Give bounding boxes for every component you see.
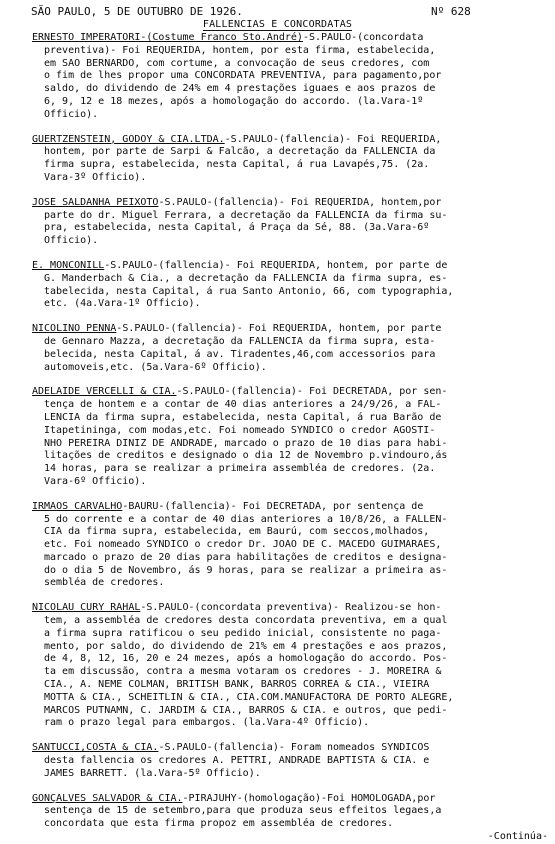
notice-line [32, 818, 548, 831]
notice-entry [32, 260, 548, 311]
notice-line [32, 692, 548, 705]
notice-line [32, 476, 548, 489]
section-title [0, 19, 555, 31]
notice-line [32, 58, 548, 71]
notice-text: MOTTA & CIA., SCHEITLIN & CIA., CIA.COM.MANUFACTORA DE PORTO ALEGRE, [44, 691, 454, 703]
notice-text: NHO PEREIRA DINIZ DE ANDRADE, marcado o prazo de 10 dias para habi- [44, 437, 448, 449]
notice-line [32, 197, 548, 210]
notice-text: -S.PAULO-(fallencia)- Foi REQUERIDA, [224, 133, 442, 145]
notice-text: -S.PAULO-(fallencia)- Foi REQUERIDA, hontem, por parte [116, 323, 442, 335]
notice-text: de Gennaro Mazza, a decretação da FALLENCIA da firma supra, esta- [44, 335, 436, 347]
entry-spacer [32, 374, 548, 386]
notice-text: MARCOS PUTNAMN, C. JARDIM & CIA., BARROS & CIA. e outros, que pedi- [44, 704, 448, 716]
notice-text: JAMES BARRETT. (la.Vara-5º Officio). [44, 767, 261, 779]
notice-text: do o dia 5 de Novembro, ás 9 horas, para se realizar a primeira as- [44, 564, 448, 576]
notice-line [32, 96, 548, 109]
notice-line [32, 362, 548, 375]
notice-line [32, 679, 548, 692]
notice-line [32, 438, 548, 451]
firm-name: ERNESTO IMPERATORI-(Costume Franco Sto.André) [32, 32, 303, 43]
entry-spacer [32, 185, 548, 197]
notice-text: saldo, do dividendo de 24% em 4 prestações iguaes e aos prazos de [44, 83, 436, 95]
notice-line [32, 768, 548, 781]
notice-text: mento, por saldo, do dividendo de 21% em 4 prestações e aos prazos, [44, 640, 448, 652]
notice-line [32, 742, 548, 755]
firm-name: NICOLAU CURY RAHAL [32, 602, 141, 614]
notice-text: Itapetininga, com modas,etc. Foi nomeado SYNDICO o credor AGOSTI- [44, 424, 436, 436]
notice-entry [32, 134, 548, 185]
entries-list [32, 32, 548, 844]
notice-line [32, 222, 548, 235]
notice-text: -S.PAULO-(concordata [302, 32, 424, 43]
section-title-text: FALLENCIAS E CONCORDATAS [202, 19, 353, 30]
notice-line [32, 336, 548, 349]
notice-text: G. Manderbach & Cia., a decretação da FALLENCIA da firma supra, es- [44, 272, 448, 284]
notice-line [32, 399, 548, 412]
notice-text: etc. Foi nomeado SYNDICO o credor Dr. JOÃO DE C. MACEDO GUIMARÃES, [44, 539, 442, 551]
notice-line [32, 45, 548, 58]
notice-text: litações de creditos e designado o dia 12 de Novembro p.vindouro,ás [44, 450, 448, 462]
notice-text: CIA da firma supra, estabelecida, em Baurú, com seccos,molhados, [44, 526, 430, 538]
notice-text: marcado o prazo de 20 dias para habilitações de creditos e designa- [44, 551, 448, 563]
notice-text: -S.PAULO-(concordata preventiva)- Realizou-se hon- [140, 602, 442, 614]
firm-name: ADELAIDE VERCELLI & CIA. [32, 386, 177, 398]
firm-name: JOSÉ SALDANHA PEIXOTO [32, 196, 159, 208]
notice-line [32, 172, 548, 185]
notice-entry [32, 32, 548, 122]
notice-line [32, 805, 548, 818]
notice-text: -BAURÚ-(fallencia)- Foi DECRETADA, por sentença de [122, 500, 424, 512]
firm-name: NICOLINO PENNA [32, 323, 117, 335]
firm-name: GUERTZENSTEIN, GODOY & CIA.LTDA. [32, 133, 225, 145]
notice-entry [32, 386, 548, 488]
notice-line [32, 83, 548, 96]
notice-text: de 4, 8, 12, 16, 20 e 24 mezes, após a homologação do accordo. Pos- [44, 653, 448, 665]
notice-line [32, 386, 548, 399]
notice-line [32, 793, 548, 806]
entry-spacer [32, 122, 548, 134]
entry-spacer [32, 730, 548, 742]
entry-spacer [32, 311, 548, 323]
firm-name: GONÇALVES SALVADOR & CIA. [32, 792, 183, 804]
notice-text: parte do dr. Miguel Ferrara, a decretação da FALLENCIA da firma su- [44, 209, 448, 221]
notice-text: 14 horas, para se realizar a primeira assembléa de credores. (2a. [44, 463, 436, 475]
notice-entry [32, 197, 548, 248]
notice-text: preventiva)- Foi REQUERIDA, hontem, por esta firma, estabelecida, [44, 44, 436, 56]
notice-entry [32, 323, 548, 374]
notice-entry [32, 501, 548, 591]
notice-text: firma supra, estabelecida, nesta Capital, á rua Lavapés,75. (2a. [44, 159, 430, 171]
notice-text: 6, 9, 12 e 18 mezes, após a homologação do accordo. (la.Vara-1º [44, 95, 424, 107]
notice-text: automoveis,etc. (5a.Vara-6º Officio). [44, 361, 267, 373]
notice-text: -PIRAJUHY-(homologação)-Foi HOMOLOGADA,por [182, 792, 436, 804]
notice-line [32, 298, 548, 311]
notice-line [32, 210, 548, 223]
notice-text: -S.PAULO-(fallencia)- Foi DECRETADA, por sen- [176, 386, 448, 398]
notice-text: concordata que esta firma propoz em assembléa de credores. [44, 818, 394, 830]
notice-line [32, 705, 548, 718]
place-date: SÃO PAULO, 5 DE OUTUBRO DE 1926. [31, 5, 243, 18]
notice-text: sembléa de credores. [44, 577, 165, 589]
firm-name: E. MONCONILL [32, 259, 105, 271]
notice-text: o fim de lhes propor uma CONCORDATA PREVENTIVA, para pagamento,por [44, 70, 442, 82]
notice-line [32, 260, 548, 273]
notice-line [32, 463, 548, 476]
notice-text: -S.PAULO-(fallencia)- Foi REQUERIDA, hontem, por parte de [104, 259, 448, 271]
notice-line [32, 159, 548, 172]
notice-text: tença de hontem e a contar de 40 dias anteriores a 24/9/26, a FAL- [44, 399, 442, 411]
notice-line [32, 666, 548, 679]
notice-text: Officio). [44, 108, 99, 120]
notice-line [32, 70, 548, 83]
notice-line [32, 565, 548, 578]
notice-line [32, 602, 548, 615]
notice-line [32, 641, 548, 654]
notice-entry [32, 793, 548, 831]
notice-text: em SÃO BERNARDO, com cortume, a convocação de seus credores, com [44, 57, 430, 69]
notice-line [32, 615, 548, 628]
notice-text: LENCIA da firma supra, estabelecida, nesta Capital, á rua Barão de [44, 411, 442, 423]
notice-text: -S.PAULO-(fallencia)- Foram nomeados SYNDICOS [158, 742, 430, 754]
firm-name: IRMÃOS CARVALHO [32, 500, 123, 512]
notice-entry [32, 742, 548, 780]
notice-text: desta fallencia os credores A. PETTRI, ANDRADE BAPTISTA & CIA. e [44, 755, 430, 767]
notice-text: sentença de 15 de setembro,para que produza seus effeitos legaes,a [44, 805, 442, 817]
notice-line [32, 349, 548, 362]
notice-text: etc. (4a.Vara-1º Officio). [44, 298, 201, 310]
entry-spacer [32, 590, 548, 602]
notice-text: CIA., A. NEME COLMAN, BRITISH BANK, BARROS CORRÊA & CIA., VIEIRA [44, 679, 430, 691]
notice-line [32, 235, 548, 248]
notice-text: 5 do corrente e a contar de 40 dias anteriores a 10/8/26, a FALLEN- [44, 513, 448, 525]
notice-line [32, 653, 548, 666]
notice-text: ram o prazo legal para embargos. (la.Vara-4º Officio). [44, 717, 370, 729]
notice-line [32, 109, 548, 122]
notice-text: pra, estabelecida, nesta Capital, á Praça da Sé, 88. (3a.Vara-6º [44, 222, 430, 234]
notice-text: ta em discussão, contra a mesma votaram os credores - J. MOREIRA & [44, 666, 442, 678]
notice-line [32, 134, 548, 147]
notice-line [32, 286, 548, 299]
continuation-note: -Continúa- [487, 831, 548, 843]
notice-line [32, 501, 548, 514]
notice-line [32, 577, 548, 590]
firm-name: SANTUCCI,COSTA & CIA. [32, 742, 159, 754]
notice-line [32, 526, 548, 539]
notice-line [32, 146, 548, 159]
entry-spacer [32, 489, 548, 501]
entry-spacer [32, 248, 548, 260]
notice-text: hontem, por parte de Sarpi & Falcão, a decretação da FALLENCIA da [44, 146, 436, 158]
notice-text: Officio). [44, 235, 99, 247]
notice-line [32, 450, 548, 463]
notice-line [32, 32, 548, 45]
notice-line [32, 273, 548, 286]
notice-line [32, 628, 548, 641]
page-header [31, 5, 531, 18]
notice-line [32, 323, 548, 336]
notice-text: Vara-6º Officio). [44, 475, 147, 487]
notice-text: Vara-3º Officio). [44, 171, 147, 183]
entry-spacer [32, 781, 548, 793]
issue-number: Nº 628 [431, 5, 471, 18]
notice-text: belecida, nesta Capital, á av. Tiradentes,46,com accessorios para [44, 348, 436, 360]
notice-line [32, 539, 548, 552]
notice-line [32, 425, 548, 438]
notice-text: tabelecida, nesta Capital, á rua Santo Antonio, 66, com typographia, [44, 285, 454, 297]
notice-line [32, 552, 548, 565]
notice-line [32, 412, 548, 425]
notice-line [32, 755, 548, 768]
notice-text: a firma supra ratificou o seu pedido inicial, consistente no paga- [44, 627, 442, 639]
notice-entry [32, 602, 548, 730]
notice-text: tem, a assembléa de credores desta concordata preventiva, em a qual [44, 615, 448, 627]
notice-text: -S.PAULO-(fallencia)- Foi REQUERIDA, hontem,por [158, 196, 442, 208]
notice-line [32, 514, 548, 527]
notice-line [32, 717, 548, 730]
